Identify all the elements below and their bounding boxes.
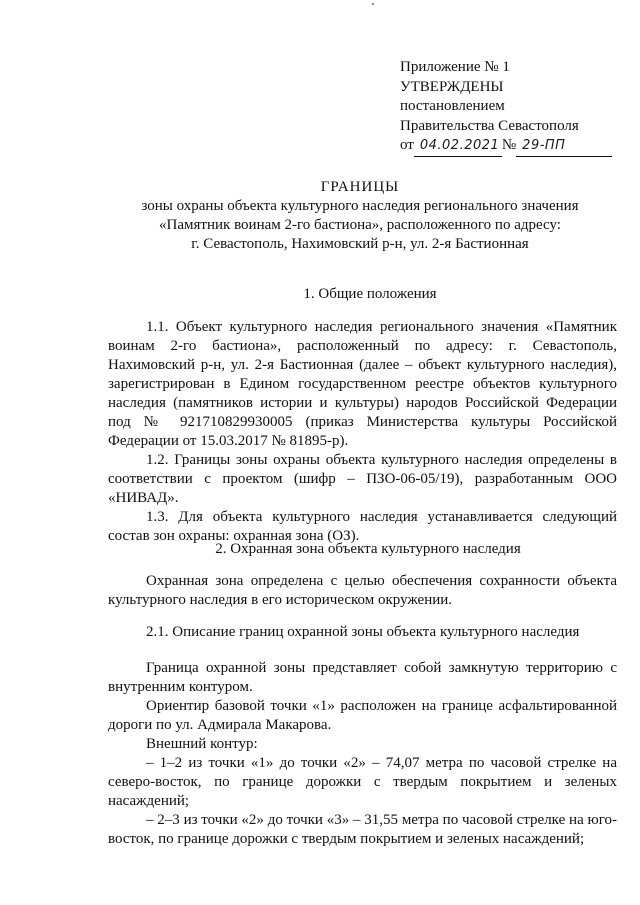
section-2-1-heading: 2.1. Описание границ охранной зоны объекта культурного наследия (146, 624, 580, 640)
paragraph-segment-2-3: – 2–3 из точки «2» до точки «3» – 31,55 метра по часовой стрелке на юго-восток, по границе дорожки с твердым покрытием и зеленых насаждений; (108, 812, 617, 847)
title-main: ГРАНИЦЫ (320, 179, 400, 195)
title-line-2: «Памятник воинам 2-го бастиона», расположенного по адресу: (159, 217, 561, 233)
date-prefix: от (400, 137, 414, 153)
handwritten-date: 04.02.2021 (419, 138, 500, 153)
approved-by-line1: постановлением (400, 98, 505, 114)
section-1-body (108, 318, 617, 546)
document-title (100, 178, 620, 254)
paragraph-boundary: Граница охранной зоны представляет собой замкнутую территорию с внутренним контуром. (108, 660, 617, 695)
scan-speck (372, 3, 374, 5)
section-2-heading: 2. Охранная зона объекта культурного наследия (215, 541, 521, 557)
paragraph-1-3: 1.3. Для объекта культурного наследия устанавливается следующий состав зон охраны: охранная зона (ОЗ). (108, 509, 617, 544)
section-2-1-body (108, 659, 617, 849)
section-2-intro (108, 572, 617, 610)
paragraph-outer-contour: Внешний контур: (146, 736, 258, 752)
title-line-1: зоны охраны объекта культурного наследия регионального значения (141, 198, 579, 214)
approval-stamp-block (400, 58, 620, 157)
date-number-line (400, 136, 620, 157)
approved-label: УТВЕРЖДЕНЫ (400, 78, 504, 95)
section-2-1-heading-wrap (108, 623, 617, 642)
section-1-heading: 1. Общие положения (303, 286, 437, 302)
number-prefix: № (501, 137, 517, 153)
paragraph-2-intro: Охранная зона определена с целью обеспечения сохранности объекта культурного наследия в его историческом окружении. (108, 573, 617, 608)
paragraph-base-point: Ориентир базовой точки «1» расположен на границе асфальтированной дороги по ул. Адмирала Макарова. (108, 698, 617, 733)
title-line-3: г. Севастополь, Нахимовский р-н, ул. 2-я Бастионная (191, 236, 529, 252)
appendix-label: Приложение № 1 (400, 59, 510, 75)
paragraph-1-2: 1.2. Границы зоны охраны объекта культурного наследия определены в соответствии с проектом (шифр – ПЗО-06-05/19), разработанным ООО «НИВАД». (108, 452, 617, 506)
handwritten-number: 29-ПП (522, 138, 566, 153)
approved-by-line2: Правительства Севастополя (400, 117, 579, 134)
paragraph-1-1: 1.1. Объект культурного наследия регионального значения «Памятник воинам 2-го бастиона», расположенный по адресу: г. Севастополь, Нахимовский р-н, ул. 2-я Бастионная (далее – объект культурного наследия), зарегистрирован в Едином государственном реестре объектов культурного наследия (памятников истории и культуры) народов Российской Федерации под № 921710829930005 (приказ Министерства культуры Российской Федерации от 15.03.2017 № 81895-р). (108, 319, 617, 449)
paragraph-segment-1-2: – 1–2 из точки «1» до точки «2» – 74,07 метра по часовой стрелке на северо-восток, по границе дорожки с твердым покрытием и зеленых насаждений; (108, 755, 617, 809)
